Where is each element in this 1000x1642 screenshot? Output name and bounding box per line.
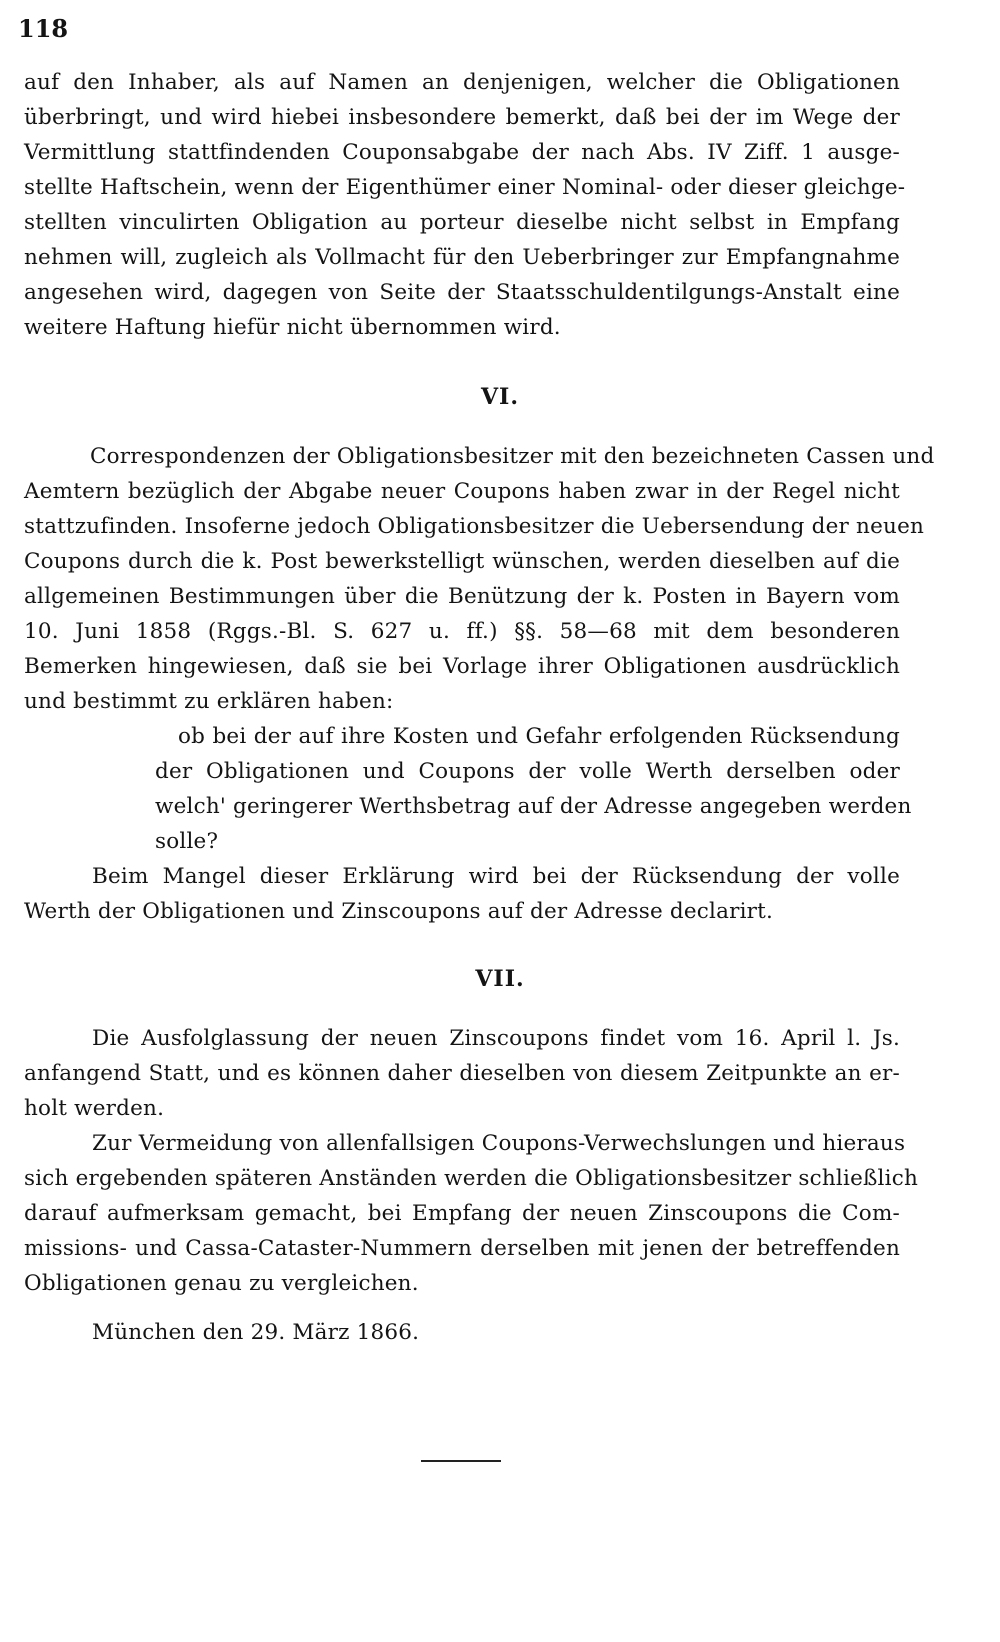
- text-line: Obligationen genau zu vergleichen.: [24, 1271, 419, 1296]
- text-line: allgemeinen Bestimmungen über die Benützung der k. Posten in Bayern vom: [24, 584, 900, 609]
- text-line: Zur Vermeidung von allenfallsigen Coupons-Verwechslungen und hieraus: [92, 1131, 906, 1156]
- text-line: überbringt, und wird hiebei insbesondere bemerkt, daß bei der im Wege der: [24, 105, 900, 130]
- text-line: missions- und Cassa-Cataster-Nummern derselben mit jenen der betreffenden: [24, 1236, 900, 1261]
- text-line: stattzufinden. Insoferne jedoch Obligationsbesitzer die Uebersendung der neuen: [24, 514, 925, 539]
- text-line: sich ergebenden späteren Anständen werden die Obligationsbesitzer schließlich: [24, 1166, 918, 1191]
- page-number: 118: [18, 14, 69, 43]
- end-rule: [421, 1460, 501, 1462]
- text-line: anfangend Statt, und es können daher dieselben von diesem Zeitpunkte an er-: [24, 1061, 900, 1086]
- text-line: Beim Mangel dieser Erklärung wird bei der Rücksendung der volle: [92, 864, 900, 889]
- text-line: 10. Juni 1858 (Rggs.-Bl. S. 627 u. ff.) §§. 58—68 mit dem besonderen: [24, 619, 900, 644]
- section-heading-vii: VII.: [475, 966, 525, 992]
- dateline: München den 29. März 1866.: [92, 1320, 420, 1345]
- text-line: Correspondenzen der Obligationsbesitzer mit den bezeichneten Cassen und: [90, 444, 935, 469]
- quote-line: der Obligationen und Coupons der volle Werth derselben oder: [155, 759, 900, 784]
- quote-line: solle?: [155, 829, 219, 854]
- quote-line: ob bei der auf ihre Kosten und Gefahr erfolgenden Rücksendung: [178, 724, 900, 749]
- text-line: Die Ausfolglassung der neuen Zinscoupons findet vom 16. April l. Js.: [92, 1026, 900, 1051]
- text-line: Werth der Obligationen und Zinscoupons auf der Adresse declarirt.: [24, 899, 774, 924]
- section-heading-vi: VI.: [480, 384, 520, 410]
- text-line: angesehen wird, dagegen von Seite der Staatsschuldentilgungs-Anstalt eine: [24, 280, 900, 305]
- text-line: Bemerken hingewiesen, daß sie bei Vorlage ihrer Obligationen ausdrücklich: [24, 654, 900, 679]
- text-line: stellte Haftschein, wenn der Eigenthümer einer Nominal- oder dieser gleichge-: [24, 175, 906, 200]
- text-line: holt werden.: [24, 1096, 165, 1121]
- text-line: Vermittlung stattfindenden Couponsabgabe der nach Abs. IV Ziff. 1 ausge-: [24, 140, 900, 165]
- text-line: nehmen will, zugleich als Vollmacht für den Ueberbringer zur Empfangnahme: [24, 245, 900, 270]
- text-line: weitere Haftung hiefür nicht übernommen wird.: [24, 315, 561, 340]
- text-line: und bestimmt zu erklären haben:: [24, 689, 394, 714]
- text-line: Aemtern bezüglich der Abgabe neuer Coupons haben zwar in der Regel nicht: [24, 479, 900, 504]
- quote-line: welch' geringerer Werthsbetrag auf der Adresse angegeben werden: [155, 794, 912, 819]
- text-line: auf den Inhaber, als auf Namen an denjenigen, welcher die Obligationen: [24, 70, 900, 95]
- text-line: Coupons durch die k. Post bewerkstelligt wünschen, werden dieselben auf die: [24, 549, 900, 574]
- text-line: darauf aufmerksam gemacht, bei Empfang der neuen Zinscoupons die Com-: [24, 1201, 900, 1226]
- text-line: stellten vinculirten Obligation au porteur dieselbe nicht selbst in Empfang: [24, 210, 900, 235]
